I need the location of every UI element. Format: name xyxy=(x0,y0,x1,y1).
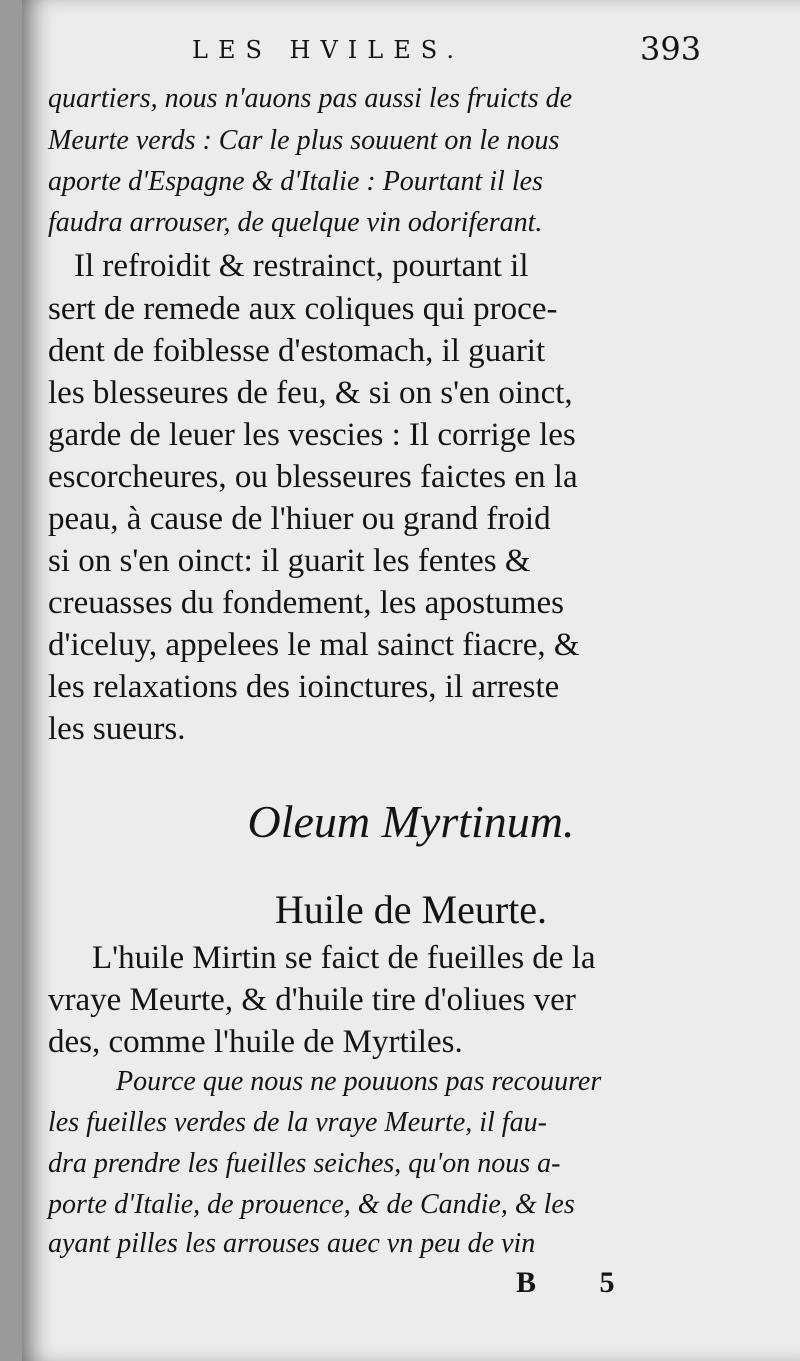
text-line: des, comme l'huile de Myrtiles. xyxy=(48,1024,463,1060)
text-line: vraye Meurte, & d'huile tire d'oliues ver xyxy=(48,982,576,1018)
text-line: les relaxations des ioinctures, il arreste xyxy=(48,669,560,705)
text-line: ayant pilles les arrouses auec vn peu de vin xyxy=(48,1228,536,1259)
page-number: 393 xyxy=(640,30,702,68)
running-head: LES HVILES. xyxy=(192,36,464,64)
text-line: sert de remede aux coliques qui proce- xyxy=(48,291,558,327)
text-line: faudra arrouser, de quelque vin odoriferant. xyxy=(48,207,543,238)
text-line: escorcheures, ou blesseures faictes en la xyxy=(48,459,578,495)
text-line: aporte d'Espagne & d'Italie : Pourtant il les xyxy=(48,166,543,197)
signature-mark: B 5 xyxy=(516,1266,643,1299)
text-line: creuasses du fondement, les apostumes xyxy=(48,585,564,621)
text-line: d'iceluy, appelees le mal sainct fiacre, & xyxy=(48,627,580,663)
page-header xyxy=(22,30,800,80)
text-line: quartiers, nous n'auons pas aussi les fruicts de xyxy=(48,83,573,114)
text-line: les blesseures de feu, & si on s'en oinct, xyxy=(48,375,573,411)
text-line: dent de foiblesse d'estomach, il guarit xyxy=(48,333,546,369)
text-line: garde de leuer les vescies : Il corrige les xyxy=(48,417,576,453)
text-line: Il refroidit & restrainct, pourtant il xyxy=(74,248,529,284)
text-line: dra prendre les fueilles seiches, qu'on nous a- xyxy=(48,1148,561,1179)
text-line: Pource que nous ne pouuons pas recouurer xyxy=(116,1066,602,1097)
text-line: Meurte verds : Car le plus souuent on le nous xyxy=(48,125,560,156)
section-title-latin: Oleum Myrtinum. xyxy=(247,796,575,847)
book-page xyxy=(22,0,800,1361)
text-line: si on s'en oinct: il guarit les fentes & xyxy=(48,543,531,579)
text-line: les sueurs. xyxy=(48,711,186,747)
text-line: peau, à cause de l'hiuer ou grand froid xyxy=(48,501,551,537)
text-line: les fueilles verdes de la vraye Meurte, il fau- xyxy=(48,1107,547,1138)
text-line: porte d'Italie, de prouence, & de Candie, & les xyxy=(48,1189,575,1220)
text-line: L'huile Mirtin se faict de fueilles de la xyxy=(92,940,596,976)
section-title-french: Huile de Meurte. xyxy=(274,887,548,932)
